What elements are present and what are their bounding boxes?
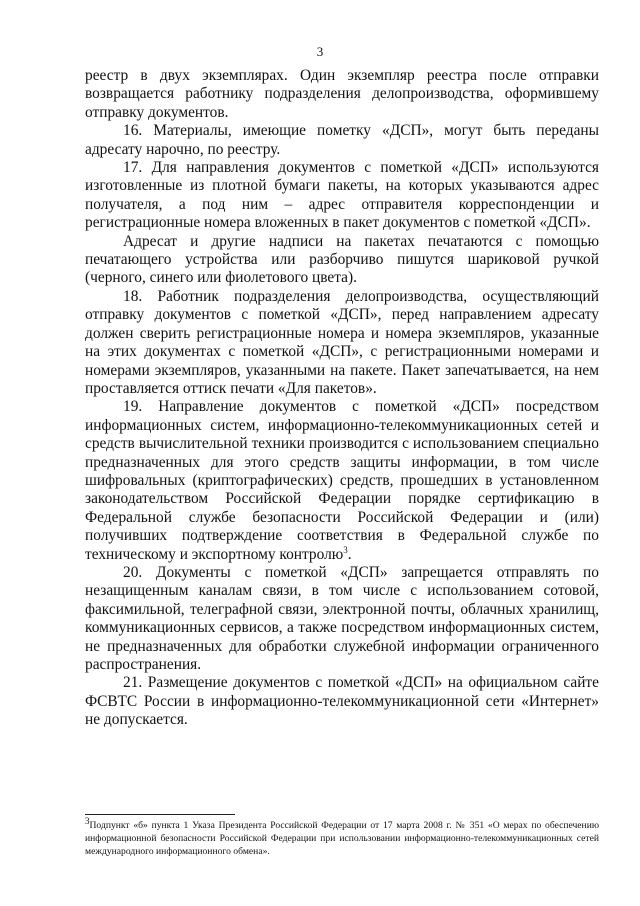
paragraph-21: 21. Размещение документов с пометкой «ДСП» на официальном сайте ФСВТС России в информационно-телекоммуникационной сети «Интернет» не допускается.: [85, 674, 599, 729]
footnote-separator: [85, 814, 235, 815]
paragraph-registry-continuation: реестр в двух экземплярах. Один экземпляр реестра после отправки возвращается работнику подразделения делопроизводства, оформившему отправку документов.: [85, 67, 599, 121]
footnote-marker: 3: [85, 815, 90, 826]
page-number: 3: [316, 44, 324, 59]
paragraph-19: 19. Направление документов с пометкой «ДСП» посредством информационных систем, информационно-телекоммуникационных сетей и средств вычислительной техники производится с использованием специально предназначенных для этого средств защиты информации, в том числе шифровальных (криптографических) средств, прошедших в установленном законодательством Российской Федерации порядке сертификацию в Федеральной службе безопасности Российской Федерации и (или) получивших подтверждение соответствия в Федеральной службе по техническому и экспортному контролю$^3$.: [85, 398, 599, 563]
footnote-paragraph: [85, 815, 599, 858]
paragraph-18: 18. Работник подразделения делопроизводства, осуществляющий отправку документов с пометкой «ДСП», перед направлением адресату должен сверить регистрационные номера и номера экземпляров, указанные на этих документах с пометкой «ДСП», с регистрационными номерами и номерами экземпляров, указанными на пакете. Пакет запечатывается, на нем проставляется оттиск печати «Для пакетов».: [85, 287, 599, 397]
footnote-text: Подпункт «б» пункта 1 Указа Президента Российской Федерации от 17 марта 2008 г. № 351 «О мерах по обеспечению информационной безопасности Российской Федерации при использовании информационно-телекоммуникационных сетей международного информационного обмена».: [85, 820, 599, 857]
paragraph-19-text: 19. Направление документов с пометкой «ДСП» посредством информационных систем, информационно-телекоммуникационных сетей и средств вычислительной техники производится с использованием специально предназначенных для этого средств защиты информации, в том числе шифровальных (криптографических) средств, прошедших в установленном законодательством Российской Федерации порядке сертификацию в Федеральной службе безопасности Российской Федерации и (или) получивших подтверждение соответствия в Федеральной службе по техническому и экспортному контролю: [85, 398, 599, 563]
paragraph-20: 20. Документы с пометкой «ДСП» запрещается отправлять по незащищенным каналам связи, в том числе с использованием сотовой, факсимильной, телеграфной связи, электронной почты, облачных хранилищ, коммуникационных сервисов, а также посредством информационных систем, не предназначенных для обработки служебной информации ограниченного распространения.: [85, 563, 599, 673]
paragraph-17: 17. Для направления документов с пометкой «ДСП» используются изготовленные из плотной бумаги пакеты, на которых указываются адрес получателя, а под ним – адрес отправителя корреспонденции и регистрационные номера вложенных в пакет документов с пометкой «ДСП».: [85, 159, 599, 232]
paragraph-16: 16. Материалы, имеющие пометку «ДСП», могут быть переданы адресату нарочно, по реестру.: [85, 122, 599, 158]
footnote-reference: 3: [343, 544, 348, 555]
footnote: [85, 815, 599, 858]
document-body: [85, 67, 599, 730]
paragraph-17-addressee: Адресат и другие надписи на пакетах печатаются с помощью печатающего устройства или разборчиво пишутся шариковой ручкой (черного, синего или фиолетового цвета).: [85, 232, 599, 287]
